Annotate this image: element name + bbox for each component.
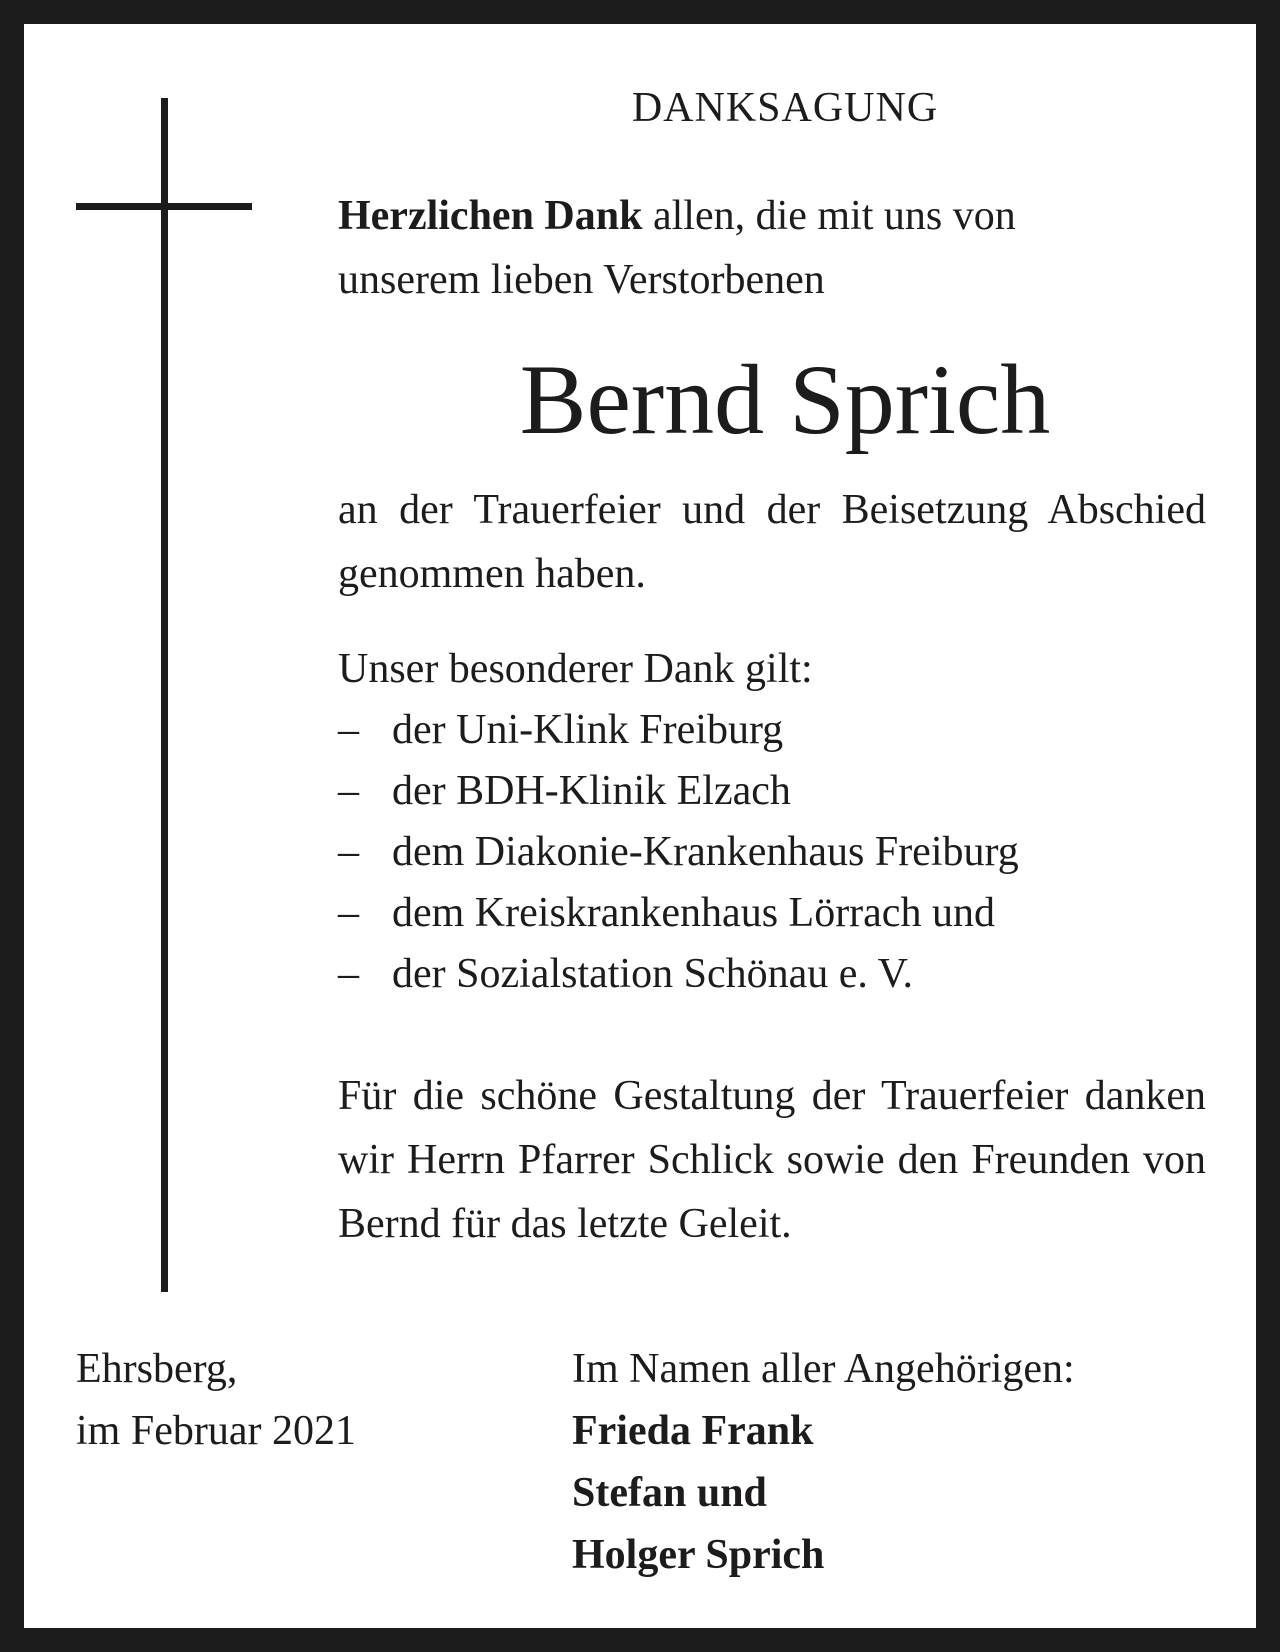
notice-heading: DANKSAGUNG	[631, 85, 939, 131]
intro-bold-text: Herzlichen Dank	[338, 193, 643, 239]
signer-name: Stefan und	[572, 1470, 767, 1516]
farewell-paragraph: an der Trauerfeier und der Beisetzung Abschied genommen haben.	[338, 487, 1206, 597]
list-item	[338, 822, 1232, 883]
intro-line-2: unserem lieben Verstorbenen	[338, 257, 825, 303]
signature-intro: Im Namen aller Angehörigen:	[572, 1346, 1075, 1392]
dash-bullet: –	[338, 951, 359, 997]
list-item	[338, 761, 1232, 822]
intro-text	[338, 184, 1232, 312]
ceremony-thanks-paragraph: Für die schöne Gestaltung der Trauerfeier danken wir Herrn Pfarrer Schlick sowie den Freunden von Bernd für das letzte Geleit.	[338, 1073, 1206, 1247]
place-and-date	[76, 1338, 496, 1462]
intro-line-1-rest: allen, die mit uns von	[642, 193, 1016, 239]
list-item-text: der Uni-Klink Freiburg	[392, 707, 784, 753]
date: im Februar 2021	[76, 1408, 356, 1454]
list-item-text: dem Diakonie-Krankenhaus Freiburg	[392, 829, 1019, 875]
list-item	[338, 883, 1232, 944]
list-item-text: der Sozialstation Schönau e. V.	[392, 951, 914, 997]
list-item	[338, 944, 1232, 1005]
dash-bullet: –	[338, 829, 359, 875]
list-item-text: der BDH-Klinik Elzach	[392, 768, 791, 814]
signer-name: Holger Sprich	[572, 1532, 825, 1578]
dash-bullet: –	[338, 768, 359, 814]
intro-line-1	[338, 184, 1232, 248]
list-item	[338, 700, 1232, 761]
special-thanks-list	[338, 700, 1232, 1005]
signer-name: Frieda Frank	[572, 1408, 814, 1454]
cross-icon-horizontal-bar	[76, 203, 252, 210]
place: Ehrsberg,	[76, 1346, 238, 1392]
signature-block	[572, 1338, 1232, 1586]
dash-bullet: –	[338, 890, 359, 936]
cross-icon-vertical-bar	[161, 98, 168, 1292]
list-item-text: dem Kreiskrankenhaus Lörrach und	[392, 890, 995, 936]
obituary-notice	[24, 24, 1256, 1628]
dash-bullet: –	[338, 707, 359, 753]
special-thanks-intro: Unser besonderer Dank gilt:	[338, 646, 813, 692]
deceased-name: Bernd Sprich	[519, 344, 1051, 455]
